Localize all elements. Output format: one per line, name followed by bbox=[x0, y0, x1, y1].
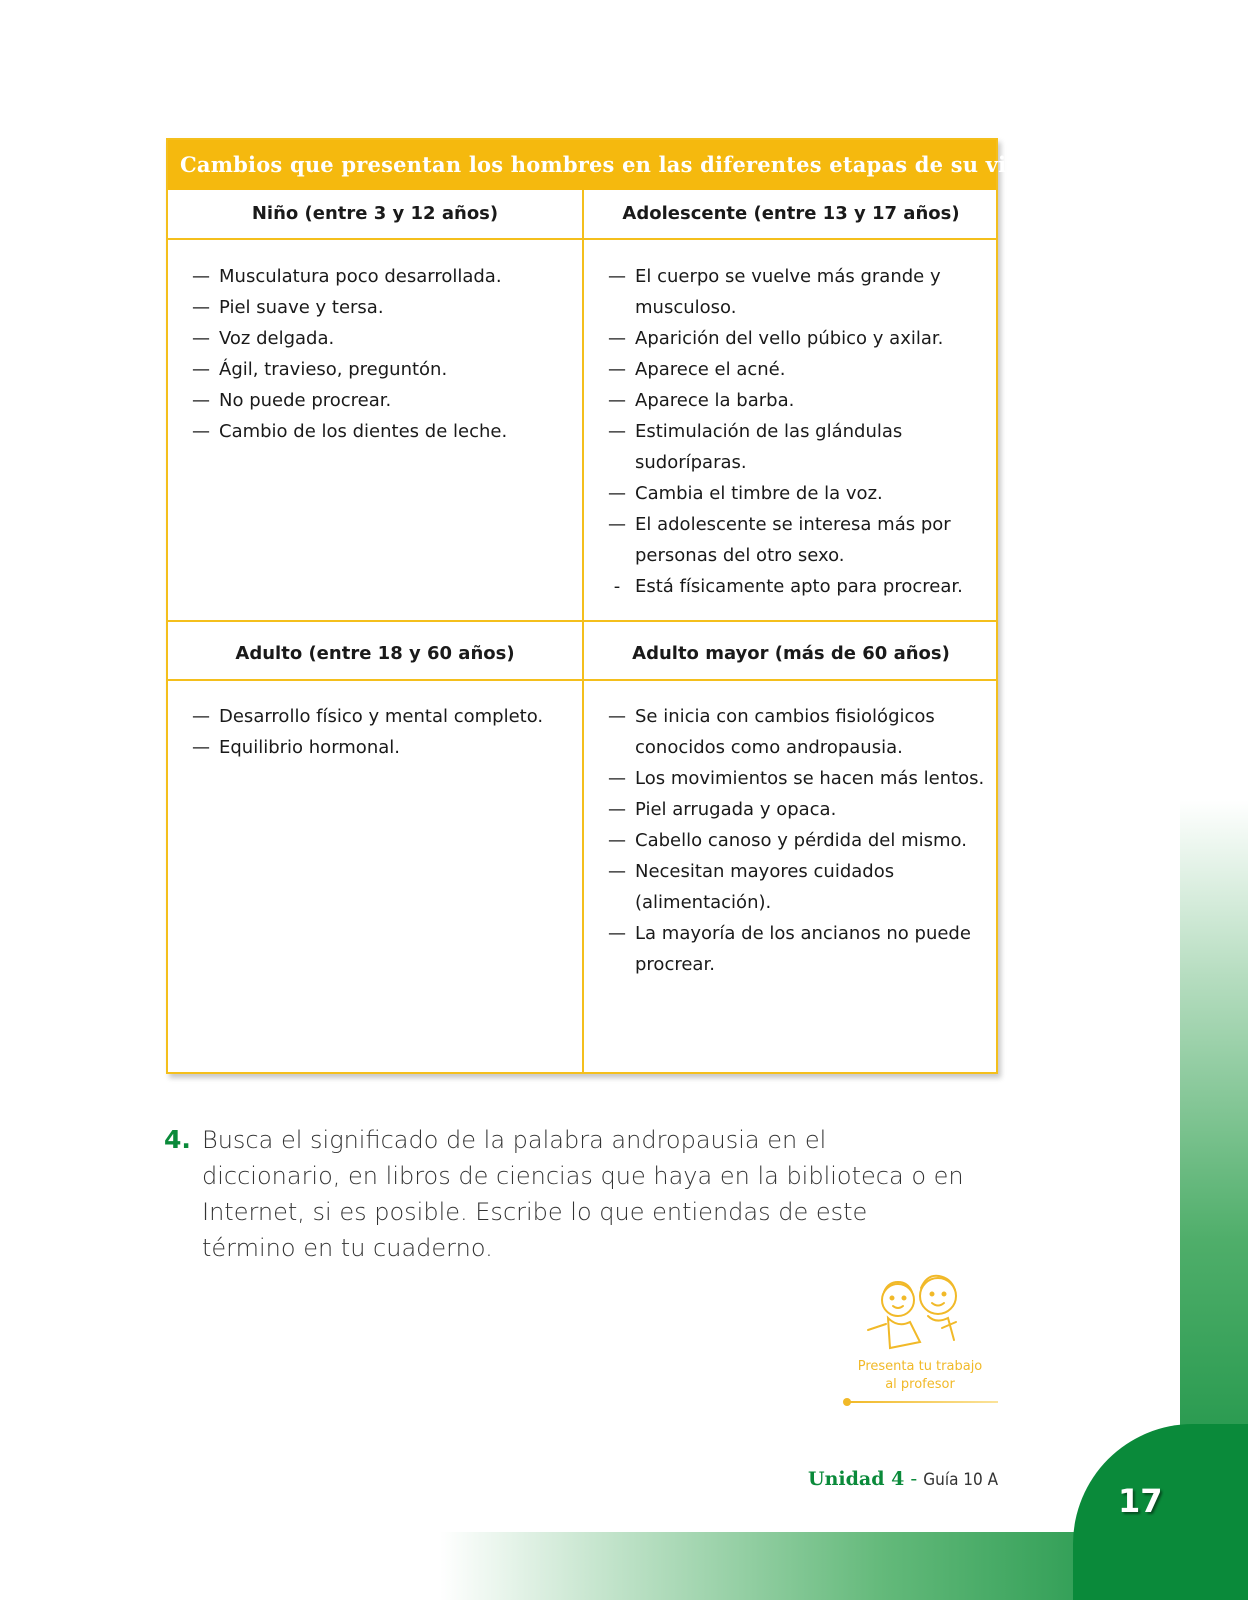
list-item: — El cuerpo se vuelve más grande y musculoso. bbox=[608, 266, 941, 318]
stage-heading-adolescente: Adolescente (entre 13 y 17 años) bbox=[622, 203, 960, 224]
list-item: — Cambio de los dientes de leche. bbox=[192, 421, 508, 442]
question-4 bbox=[164, 1122, 964, 1266]
list-item: — No puede procrear. bbox=[192, 390, 392, 411]
list-item: - Está físicamente apto para procrear. bbox=[608, 576, 963, 597]
stage-cell-adolescente bbox=[608, 261, 988, 602]
question-text: Busca el significado de la palabra andropausia en el diccionario, en libros de ciencias que haya en la biblioteca o en Internet, si es posible. Escribe lo que entiendas de este término en tu cuaderno. bbox=[202, 1126, 964, 1262]
page-number: 17 bbox=[1118, 1482, 1163, 1520]
list-item: — Aparición del vello púbico y axilar. bbox=[608, 328, 944, 349]
stage-cell-nino bbox=[192, 261, 572, 447]
question-number: 4. bbox=[164, 1125, 191, 1154]
row-divider bbox=[168, 679, 996, 681]
stage-cell-adulto-mayor bbox=[608, 701, 988, 980]
footer-label bbox=[808, 1468, 998, 1490]
badge-line-1: Presenta tu trabajo bbox=[857, 1359, 983, 1374]
table-title: Cambios que presentan los hombres en las diferentes etapas de su vida bbox=[168, 140, 996, 190]
presenta-badge-text bbox=[840, 1358, 1000, 1394]
life-stages-table bbox=[166, 138, 1035, 1074]
list-item: — Ágil, travieso, preguntón. bbox=[192, 359, 448, 380]
footer-guia: Guía 10 A bbox=[923, 1470, 999, 1490]
row-divider bbox=[168, 238, 996, 240]
list-item: — Aparece el acné. bbox=[608, 359, 786, 380]
list-item: — Cambia el timbre de la voz. bbox=[608, 483, 883, 504]
list-item: — Necesitan mayores cuidados (alimentación). bbox=[608, 861, 895, 913]
list-item: — El adolescente se interesa más por personas del otro sexo. bbox=[608, 514, 951, 566]
footer-unidad: Unidad 4 bbox=[808, 1468, 905, 1490]
column-divider bbox=[582, 190, 584, 1072]
list-item: — Estimulación de las glándulas sudoríparas. bbox=[608, 421, 903, 473]
stage-cell-adulto bbox=[192, 701, 572, 763]
list-item: — Musculatura poco desarrollada. bbox=[192, 266, 502, 287]
row-divider bbox=[168, 620, 996, 622]
list-item: — Cabello canoso y pérdida del mismo. bbox=[608, 830, 967, 851]
list-item: — Se inicia con cambios fisiológicos conocidos como andropausia. bbox=[608, 706, 935, 758]
badge-line-2: al profesor bbox=[885, 1377, 955, 1392]
list-item: — Aparece la barba. bbox=[608, 390, 795, 411]
list-item: — Los movimientos se hacen más lentos. bbox=[608, 768, 985, 789]
children-illustration-icon bbox=[858, 1268, 978, 1358]
list-item: — La mayoría de los ancianos no puede procrear. bbox=[608, 923, 971, 975]
stage-heading-adulto: Adulto (entre 18 y 60 años) bbox=[235, 643, 515, 664]
stage-heading-adulto-mayor: Adulto mayor (más de 60 años) bbox=[632, 643, 950, 664]
badge-underline bbox=[848, 1401, 998, 1403]
footer-separator: - bbox=[904, 1468, 924, 1490]
list-item: — Equilibrio hormonal. bbox=[192, 737, 400, 758]
list-item: — Desarrollo físico y mental completo. bbox=[192, 706, 544, 727]
list-item: — Piel arrugada y opaca. bbox=[608, 799, 837, 820]
list-item: — Voz delgada. bbox=[192, 328, 335, 349]
list-item: — Piel suave y tersa. bbox=[192, 297, 384, 318]
stage-heading-nino: Niño (entre 3 y 12 años) bbox=[251, 203, 499, 224]
